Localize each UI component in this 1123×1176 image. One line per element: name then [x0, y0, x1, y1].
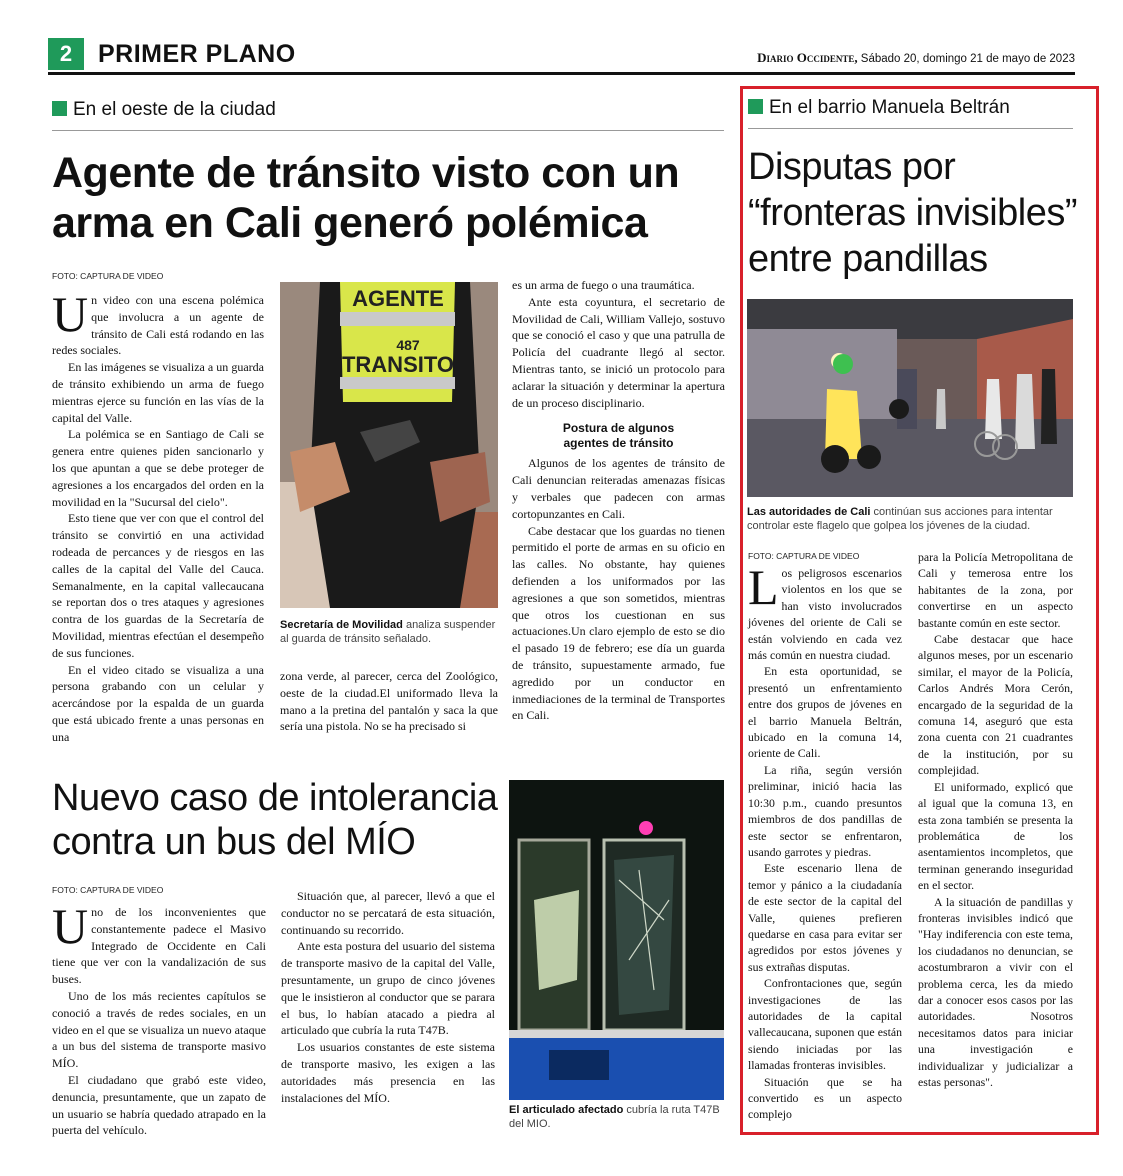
article1-photo-credit: FOTO: CAPTURA DE VIDEO: [52, 271, 164, 281]
article1-subhead: [512, 421, 725, 451]
article3-para: Este escenario llena de temor y pánico a la ciudadanía de este sector de la capital del Valle, quienes prefieren quedarse en casa para evitar ser agredidos por estos jóvenes y sus extrañas disputas.: [748, 861, 902, 974]
article1-para: Ante esta coyuntura, el secretario de Movilidad de Cali, William Vallejo, sostuvo que se conoció el caso y que una patrulla de Policía del cuadrante llegó al sector. Mientras tanto, se inició un protocolo para aclarar la situación y determinar la apertura de un proceso disciplinario.: [512, 294, 725, 410]
green-square-icon: [52, 101, 67, 116]
subhead-line2: agentes de tránsito: [563, 436, 674, 451]
article1-para: Cabe destacar que los guardas no tienen permitido el porte de armas en su oficio en las calles. No obstante, hay quienes defienden a los uniformados por las agresiones a que son sometidos, mientras que otros los cuestionan en sus actuaciones.Un claro ejemplo de esto se dio el pasado 19 de febrero; ese día un guarda de tránsito, supuestamente armado, fue agredido por un conductor en inmediaciones de la terminal de Transportes en Cali.: [512, 523, 725, 723]
article3-kicker-text: En el barrio Manuela Beltrán: [769, 97, 1010, 118]
article3-para: Cabe destacar que hace algunos meses, por un escenario similar, el mayor de la Policía, Carlos Andrés Mora Cerón, encargado de la seguridad de la comuna 14, aseguró que esta zona cuenta con 21 cuadrantes de la institución, por su complejidad.: [918, 632, 1073, 778]
article2-para: Uno de los más recientes capítulos se conoció a través de redes sociales, en un video en el que se visualiza un nuevo ataque a un bus del sistema de transporte masivo MÍO.: [52, 988, 266, 1071]
article1-para: La polémica se en Santiago de Cali se genera entre quienes piden sancionarlo y los que apuntan a que se debe proteger de agresiones a los encargados del orden en la movilidad en la "Sucursal del cielo".: [52, 427, 264, 509]
article3-headline: [748, 144, 1088, 282]
green-square-icon: [748, 99, 763, 114]
caption-bold: Secretaría de Movilidad: [280, 619, 403, 631]
article2-col1: [52, 898, 266, 1138]
article3-para: para la Policía Metropolitana de Cali y temerosa entre los habitantes de la zona, por convertirse en un aspecto bastante común en este sector.: [918, 550, 1073, 630]
article3-para-text: os peligrosos escenarios violentos en los que se han visto involucrados jóvenes del oriente de Cali se están volviendo en cada vez más común en nuestra ciudad.: [748, 566, 902, 663]
article1-para: [52, 286, 264, 359]
street-scene-photo: [747, 299, 1073, 497]
article2-headline: [52, 776, 502, 864]
article3-headline-line3: entre pandillas: [748, 238, 988, 280]
article3-col1: [748, 559, 902, 1128]
caption-text: cubría la ruta T47B del MIO.: [509, 1104, 720, 1130]
drop-cap: U: [52, 286, 89, 342]
article1-col2-bottom: [280, 668, 498, 738]
article3-kicker: [748, 97, 1010, 119]
article3-photo: [747, 299, 1073, 497]
article3-caption: [747, 505, 1073, 533]
article3-para: A la situación de pandillas y fronteras invisibles indicó que "Hay indiferencia con este tema, los ciudadanos no denuncian, se acostumbraron a vivir con el problema cerca, les da miedo dar a conocer esos casos por las autoridades. Nosotros necesitamos datos para iniciar una investigación e individualizar y judicializar a estas personas".: [918, 894, 1073, 1089]
vest-text-number: 487: [396, 337, 420, 353]
article3-kicker-rule: [748, 128, 1073, 129]
issue-date: Sábado 20, domingo 21 de mayo de 2023: [860, 53, 1075, 65]
article3-col2: [918, 549, 1073, 1129]
article1-para: En las imágenes se visualiza a un guarda de tránsito exhibiendo un arma de fuego mientras ejerce su función en las vías de la capital del Valle.: [52, 360, 264, 425]
article1-headline-line1: Agente de tránsito visto con un: [52, 149, 680, 197]
article1-photo: [280, 282, 498, 608]
section-title: PRIMER PLANO: [98, 40, 296, 68]
article3-para: Situación que se ha convertido es un aspecto complejo: [748, 1074, 902, 1122]
article1-para-text: n video con una escena polémica que involucra a un agente de tránsito de Cali está rodando en las redes sociales.: [52, 293, 264, 358]
article1-kicker-text: En el oeste de la ciudad: [73, 99, 276, 120]
caption-bold: Las autoridades de Cali: [747, 506, 871, 518]
article2-photo: [509, 780, 724, 1100]
caption-text: analiza suspender al guarda de tránsito señalado.: [280, 619, 496, 645]
article1-para: zona verde, al parecer, cerca del Zoológico, oeste de la ciudad.El uniformado lleva la mano a la pretina del pantalón y saca la que sería una pistola. No se ha precisado si: [280, 669, 498, 734]
article2-para: Situación que, al parecer, llevó a que el conductor no se percatará de esta situación, continuando su recorrido.: [281, 889, 495, 937]
article1-col1: [52, 286, 264, 744]
vest-text-agente: AGENTE: [352, 286, 444, 311]
subhead-line1: Postura de algunos: [562, 421, 675, 436]
article2-para: Ante esta postura del usuario del sistema de transporte masivo de la capital del Valle, presuntamente, un grupo de cinco jóvenes que le insistieron al conductor que se parara el bus, lo habían atacado a piedra al articulado que cubría la ruta T47B.: [281, 939, 495, 1038]
bus-photo: [509, 780, 724, 1100]
article2-photo-credit: FOTO: CAPTURA DE VIDEO: [52, 885, 164, 895]
article3-headline-line1: Disputas por: [748, 146, 956, 188]
article2-para: El ciudadano que grabó este video, denuncia, presuntamente, que un zapato de un usuario se habría quedado atrapado en la puerta del vehículo.: [52, 1072, 266, 1138]
article2-para: Los usuarios constantes de este sistema de transporte masivo, les exigen a las autoridades más presencia en las instalaciones del MÍO.: [281, 1040, 495, 1105]
drop-cap: U: [52, 898, 89, 954]
article3-para: [748, 559, 902, 663]
article2-para-text: no de los inconvenientes que constantemente padece el Masivo Integrado de Occidente en Cali tiene que ver con la vandalización de sus buses.: [52, 905, 266, 987]
article3-para: Confrontaciones que, según investigaciones de las autoridades de la capital vallecaucana, suponen que están siendo iniciadas por las llamadas fronteras invisibles.: [748, 976, 902, 1073]
article1-para: es un arma de fuego o una traumática.: [512, 278, 695, 292]
article3-para: El uniformado, explicó que al igual que la comuna 13, en esta zona también se presenta la problemática de los asentamientos incompletos, que terminan generando inseguridad en el sector.: [918, 779, 1073, 893]
drop-cap: L: [748, 559, 779, 615]
vest-text-transito: TRANSITO: [341, 352, 455, 377]
article1-kicker: [52, 99, 276, 121]
article1-para: Esto tiene que ver con que el control del tránsito se convirtió en una actividad rodeada de percances y de riesgos en las calles de la capital del Valle del Cauca. Semanalmente, en la capital vallecaucana se reportan dos o tres ataques y agresiones contra de los guardas de la Secretaría de Movilidad, mientras efectúan el desempeño de sus funciones.: [52, 511, 264, 660]
article2-caption: [509, 1103, 724, 1131]
article1-col3: [512, 277, 725, 737]
article2-headline-line2: contra un bus del MÍO: [52, 821, 416, 863]
article3-para: La riña, según versión preliminar, inició hacia las 10:30 p.m., cuando presuntos miembros de dos pandillas de este sector se enfrentaron, usando garrotes y piedras.: [748, 762, 902, 859]
article3-photo-credit: FOTO: CAPTURA DE VIDEO: [748, 551, 860, 561]
article2-para: [52, 898, 266, 988]
masthead: [757, 50, 1075, 66]
article3-headline-line2: “fronteras invisibles”: [748, 192, 1077, 234]
article1-para: En el video citado se visualiza a una persona grabando con un celular y acercándose por la espalda de un guarda que está ubicado frente a unas personas en una: [52, 662, 264, 744]
caption-text: continúan sus acciones para intentar controlar este flagelo que golpea los jóvenes de la ciudad.: [747, 506, 1053, 532]
article1-para: Algunos de los agentes de tránsito de Cali denuncian reiteradas amenazas físicas y verbales que padecen con armas cortopunzantes en Cali.: [512, 456, 725, 521]
caption-bold: El articulado afectado: [509, 1104, 624, 1116]
article2-headline-line1: Nuevo caso de intolerancia: [52, 777, 498, 819]
header-rule: [48, 72, 1075, 75]
article3-para: En esta oportunidad, se presentó un enfrentamiento entre dos grupos de jóvenes en el barrio Manuela Beltrán, ubicado en la comuna 14, oriente de Cali.: [748, 664, 902, 761]
article1-kicker-rule: [52, 130, 724, 131]
article1-headline: [52, 148, 732, 248]
traffic-agent-photo: [280, 282, 498, 608]
article1-headline-line2: arma en Cali generó polémica: [52, 199, 648, 247]
article1-caption: [280, 618, 498, 646]
article2-col2: [281, 888, 495, 1133]
paper-name: Diario Occidente,: [757, 50, 858, 65]
page-number: 2: [48, 38, 84, 70]
